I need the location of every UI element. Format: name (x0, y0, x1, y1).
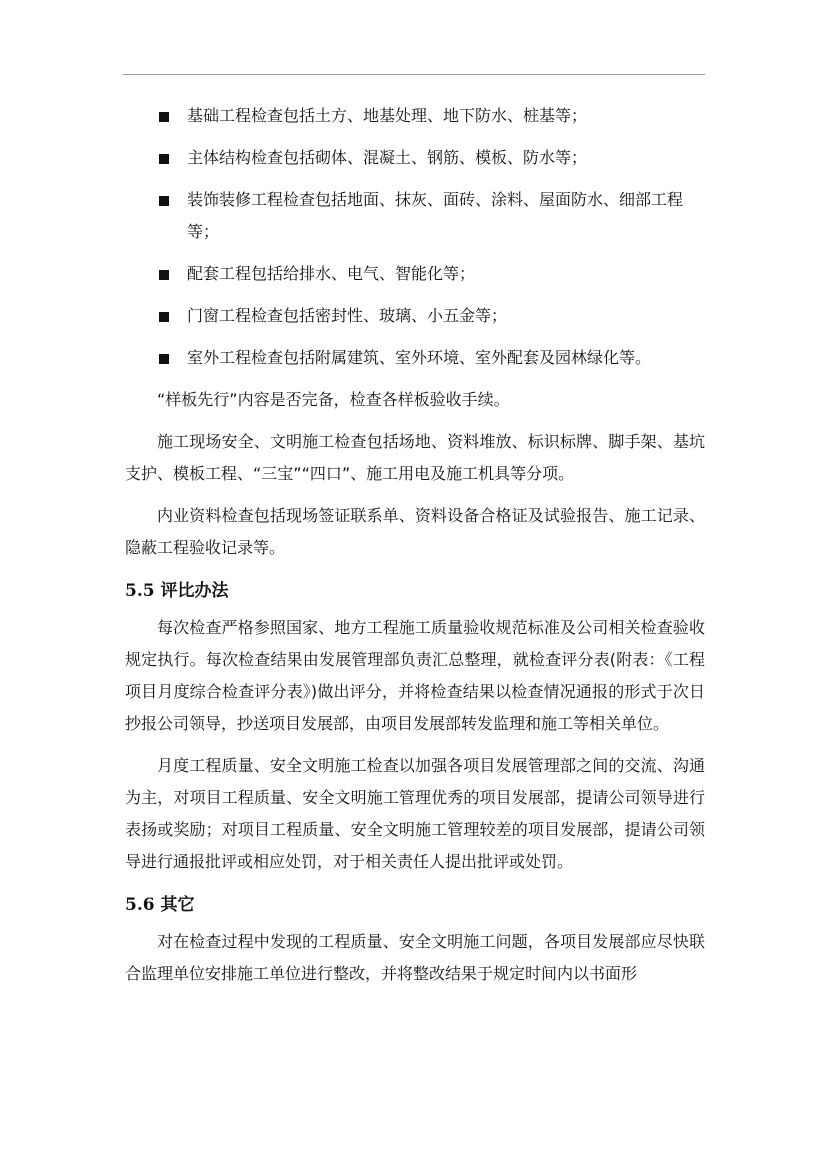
internal-docs-paragraph: 内业资料检查包括现场签证联系单、资料设备合格证及试验报告、施工记录、隐蔽工程验收记录等。 (125, 506, 705, 557)
evaluation-method-paragraph: 每次检查严格参照国家、地方工程施工质量验收规范标准及公司相关检查验收规定执行。每次检查结果由发展管理部负责汇总整理，就检查评分表(附表：《工程项目月度综合检查评分表》)做出评分，并将检查结果以检查情况通报的形式于次日抄报公司领导，抄送项目发展部，由项目发展部转发监理和施工等相关单位。 (125, 618, 705, 733)
square-bullet-icon (159, 270, 169, 280)
list-item-text: 装饰装修工程检查包括地面、抹灰、面砖、涂料、屋面防水、细部工程等； (187, 190, 684, 241)
square-bullet-icon (159, 154, 169, 164)
square-bullet-icon (159, 112, 169, 122)
square-bullet-icon (159, 312, 169, 322)
monthly-inspection-paragraph: 月度工程质量、安全文明施工检查以加强各项目发展管理部之间的交流、沟通为主，对项目工程质量、安全文明施工管理优秀的项目发展部，提请公司领导进行表扬或奖励；对项目工程质量、安全文明施工管理较差的项目发展部，提请公司领导进行通报批评或相应处罚，对于相关责任人提出批评或处罚。 (125, 756, 705, 871)
list-item-text: 配套工程包括给排水、电气、智能化等； (187, 264, 476, 283)
list-item-text: 主体结构检查包括砌体、混凝土、钢筋、模板、防水等； (187, 148, 588, 167)
list-item (125, 184, 705, 248)
list-item-text: 基础工程检查包括土方、地基处理、地下防水、桩基等； (187, 106, 588, 125)
header-rule (123, 74, 705, 75)
list-item-text: 室外工程检查包括附属建筑、室外环境、室外配套及园林绿化等。 (187, 348, 652, 367)
list-item (125, 142, 705, 174)
document-body (125, 100, 705, 1000)
section-heading-5-5: 5.5 评比办法 (125, 581, 229, 601)
square-bullet-icon (159, 354, 169, 364)
site-safety-paragraph: 施工现场安全、文明施工检查包括场地、资料堆放、标识标牌、脚手架、基坑支护、模板工程、“三宝”“四口”、施工用电及施工机具等分项。 (125, 432, 705, 483)
list-item (125, 258, 705, 290)
list-item (125, 300, 705, 332)
sample-first-paragraph: “样板先行”内容是否完备，检查各样板验收手续。 (157, 390, 510, 409)
list-item-text: 门窗工程检查包括密封性、玻璃、小五金等； (187, 306, 508, 325)
rectification-paragraph: 对在检查过程中发现的工程质量、安全文明施工问题，各项目发展部应尽快联合监理单位安排施工单位进行整改，并将整改结果于规定时间内以书面形 (125, 932, 705, 983)
list-item (125, 100, 705, 132)
square-bullet-icon (159, 196, 169, 206)
list-item (125, 342, 705, 374)
section-heading-5-6: 5.6 其它 (125, 895, 195, 915)
inspection-item-list (125, 100, 705, 374)
